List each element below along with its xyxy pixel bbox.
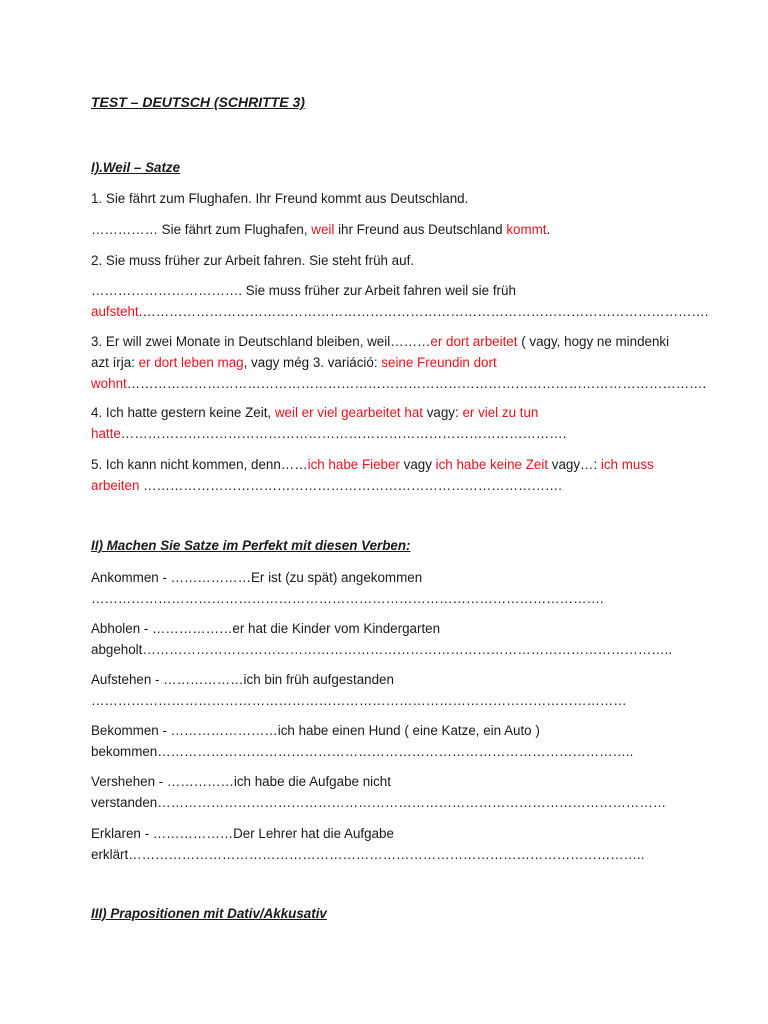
q1-answer-red-weil: weil <box>311 222 335 237</box>
q4-post: ………………………………………………………………………………………. <box>120 426 567 441</box>
perfekt-item-line2: verstanden…………………………………………………………………………………………………… <box>91 795 667 810</box>
q4-pre: 4. Ich hatte gestern keine Zeit, <box>91 405 275 420</box>
q3-red-1: er dort arbeitet <box>430 334 518 349</box>
perfekt-item-line1: Aufstehen - ………………ich bin früh aufgestanden <box>91 672 394 687</box>
section-3-heading: III) Prapositionen mit Dativ/Akkusativ <box>91 906 327 921</box>
perfekt-item-line1: Vershehen - ……………ich habe die Aufgabe nicht <box>91 774 391 789</box>
perfekt-item-line2: bekommen…………………………………………………………………………………………….. <box>91 744 634 759</box>
q3-mid-1: ( vagy, hogy ne mindenki azt írja: <box>91 334 670 370</box>
q3-red-3: seine Freundin dort wohnt <box>91 355 497 391</box>
q2-answer-red: aufsteht <box>91 304 139 319</box>
perfekt-item-line2: ……………………………………………………………………………………………………. <box>91 591 604 606</box>
perfekt-item-erklaren <box>91 823 671 865</box>
section-1-heading: I).Weil – Satze <box>91 160 181 175</box>
perfekt-item-bekommen <box>91 720 671 762</box>
q3-red-2: er dort leben mag <box>138 355 244 370</box>
q4-red-2: er viel zu tun hatte <box>91 405 539 441</box>
q5-mid-2: vagy…: <box>548 457 601 472</box>
q1-answer <box>91 219 671 240</box>
q5-mid-1: vagy <box>399 457 436 472</box>
q3-mid-2: , vagy még 3. variáció: <box>243 355 382 370</box>
perfekt-item-abholen <box>91 618 671 660</box>
q2-answer-pre: ……………………………. Sie muss früher zur Arbeit fahren weil sie früh <box>91 283 516 298</box>
q2-prompt: 2. Sie muss früher zur Arbeit fahren. Sie steht früh auf. <box>91 253 415 268</box>
q2-answer <box>91 280 709 322</box>
q3-item <box>91 331 707 394</box>
q5-red-3: ich muss arbeiten <box>91 457 654 493</box>
q2-answer-post: .………………………………………………………………………………………………………………. <box>138 304 709 319</box>
q3-pre: 3. Er will zwei Monate in Deutschland bleiben, weil……… <box>91 334 431 349</box>
q5-post: …………………………………………………………………………………. <box>139 478 562 493</box>
perfekt-item-line1: Abholen - ………………er hat die Kinder vom Kindergarten <box>91 621 441 636</box>
q5-red-1: ich habe Fieber <box>307 457 400 472</box>
perfekt-item-line2: ………………………………………………………………………………………………………… <box>91 693 627 708</box>
q5-red-2: ich habe keine Zeit <box>435 457 549 472</box>
perfekt-item-line2: erklärt…………………………………………………………………………………………………….. <box>91 847 645 862</box>
q4-mid: vagy: <box>422 405 463 420</box>
q1-answer-pre: …………… Sie fährt zum Flughafen, <box>91 222 312 237</box>
q1-answer-red-kommt: kommt <box>506 222 547 237</box>
perfekt-item-line1: Ankommen - ………………Er ist (zu spät) angekommen <box>91 570 423 585</box>
perfekt-item-verstehen <box>91 771 671 813</box>
perfekt-item-aufstehen <box>91 669 671 711</box>
q5-item <box>91 454 671 496</box>
section-2-heading: II) Machen Sie Satze im Perfekt mit diesen Verben: <box>91 538 411 553</box>
document-title: TEST – DEUTSCH (SCHRITTE 3) <box>91 94 305 110</box>
perfekt-item-ankommen <box>91 567 671 609</box>
q1-answer-post: . <box>546 222 551 237</box>
q5-pre: 5. Ich kann nicht kommen, denn…… <box>91 457 308 472</box>
q1-answer-mid: ihr Freund aus Deutschland <box>334 222 507 237</box>
q4-item <box>91 402 671 444</box>
perfekt-item-line1: Erklaren - ………………Der Lehrer hat die Aufgabe <box>91 826 394 841</box>
perfekt-item-line2: abgeholt……………………………………………………………………………………………………….. <box>91 642 673 657</box>
q1-prompt: 1. Sie fährt zum Flughafen. Ihr Freund kommt aus Deutschland. <box>91 191 469 206</box>
perfekt-item-line1: Bekommen - ……………………ich habe einen Hund ( eine Katze, ein Auto ) <box>91 723 540 738</box>
q3-post: …………………………………………………………………………………………………………………. <box>126 376 707 391</box>
q4-red-1: weil er viel gearbeitet hat <box>274 405 423 420</box>
